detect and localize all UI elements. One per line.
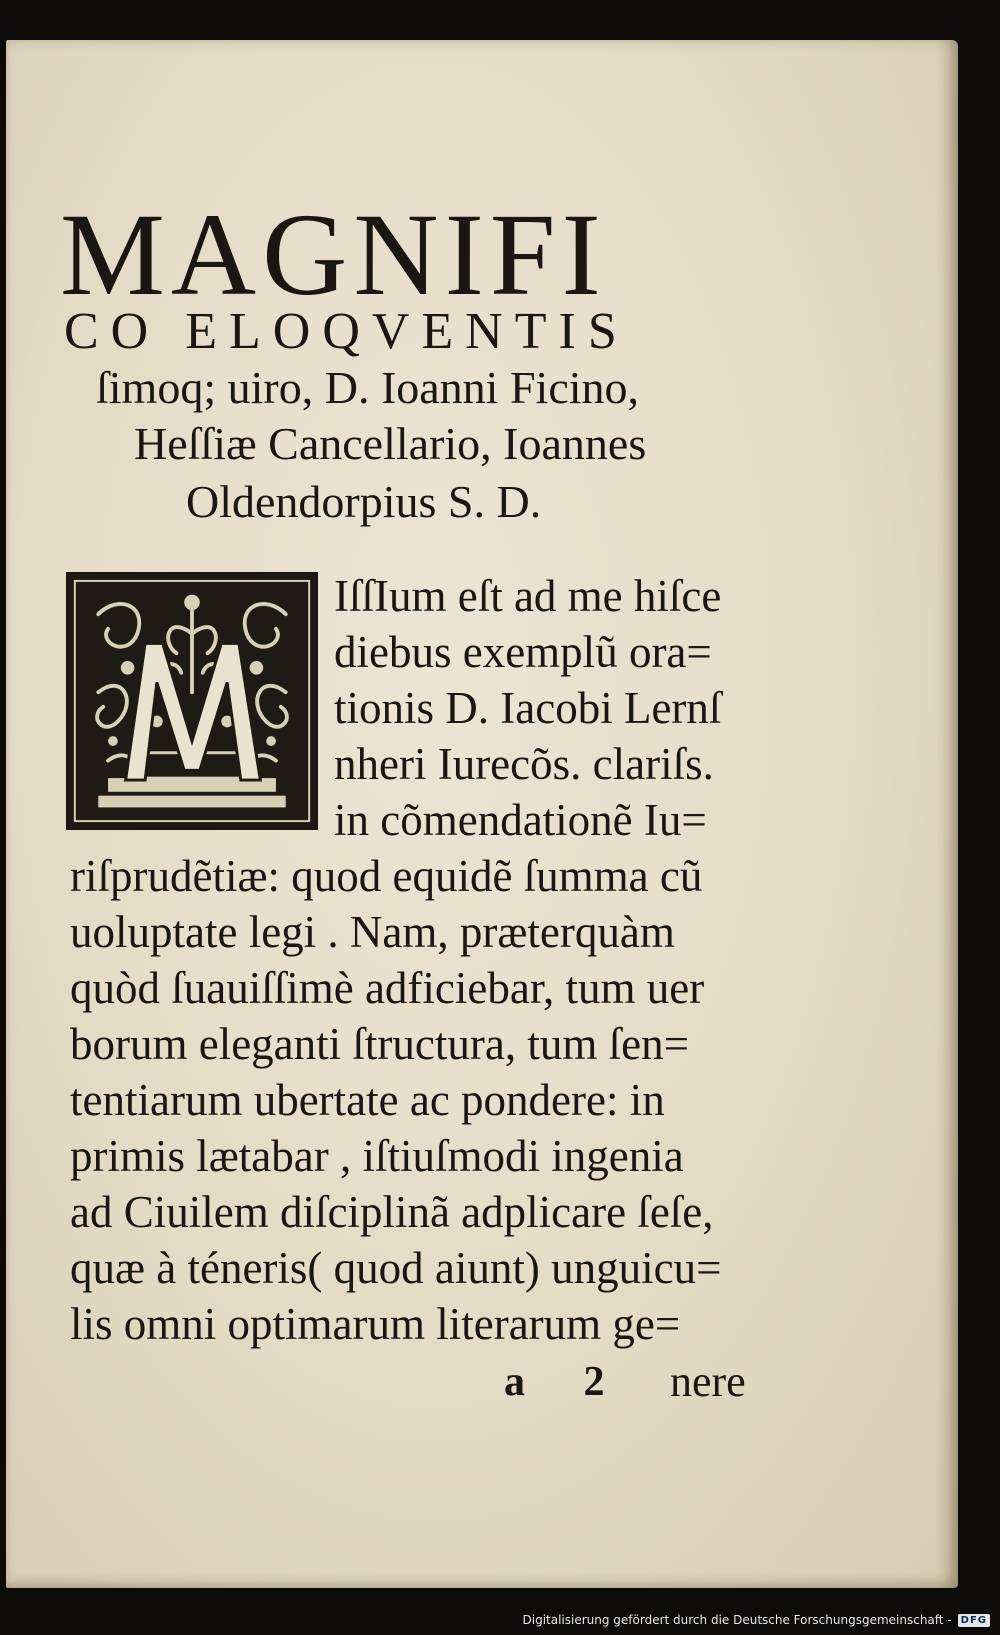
catchword: nere: [670, 1357, 746, 1406]
text-line: tentiarum ubertate ac pondere: in: [70, 1075, 665, 1125]
title-line-1: MAGNIFI: [60, 189, 607, 320]
text-line: primis lætabar , iſtiuſmodi ingenia: [70, 1131, 684, 1181]
text-line: uoluptate legi . Nam, præterquàm: [70, 907, 675, 957]
text-line: in cõmendationẽ Iu=: [334, 795, 707, 845]
footer-credit-text: Digitalisierung gefördert durch die Deutsche Forschungsgemeinschaft -: [522, 1613, 952, 1627]
text-line: tionis D. Iacobi Lernſ: [334, 683, 722, 733]
dfg-logo: DFG: [958, 1614, 990, 1627]
text-line: IſſIum eſt ad me hiſce: [334, 571, 722, 621]
decorated-initial: [66, 572, 318, 830]
text-line: quæ à téneris( quod aiunt) unguicu=: [70, 1243, 722, 1293]
text-line: lis omni optimarum literarum ge=: [70, 1299, 681, 1349]
text-line: ad Ciuilem diſciplinã adplicare ſeſe,: [70, 1187, 714, 1237]
title-line-2: CO ELOQVENTIS: [64, 303, 629, 360]
book-page: [6, 40, 958, 1588]
floral-initial-ornament: [69, 575, 315, 827]
digitization-footer: [523, 1609, 991, 1631]
heading-line-3: ſimoq; uiro, D. Ioanni Ficino,: [96, 362, 640, 413]
text-line: quòd ſuauiſſimè adficiebar, tum uer: [70, 963, 705, 1013]
text-line: diebus exemplũ ora=: [334, 627, 712, 677]
heading-line-5: Oldendorpius S. D.: [186, 476, 542, 527]
text-line: borum eleganti ſtructura, tum ſen=: [70, 1019, 689, 1069]
text-line: riſprudẽtiæ: quod equidẽ ſumma cũ: [70, 851, 703, 901]
heading-line-4: Heſſiæ Cancellario, Ioannes: [134, 418, 647, 469]
signature-mark: a 2: [504, 1359, 629, 1405]
text-line: nheri Iurecõs. clariſs.: [334, 739, 714, 789]
